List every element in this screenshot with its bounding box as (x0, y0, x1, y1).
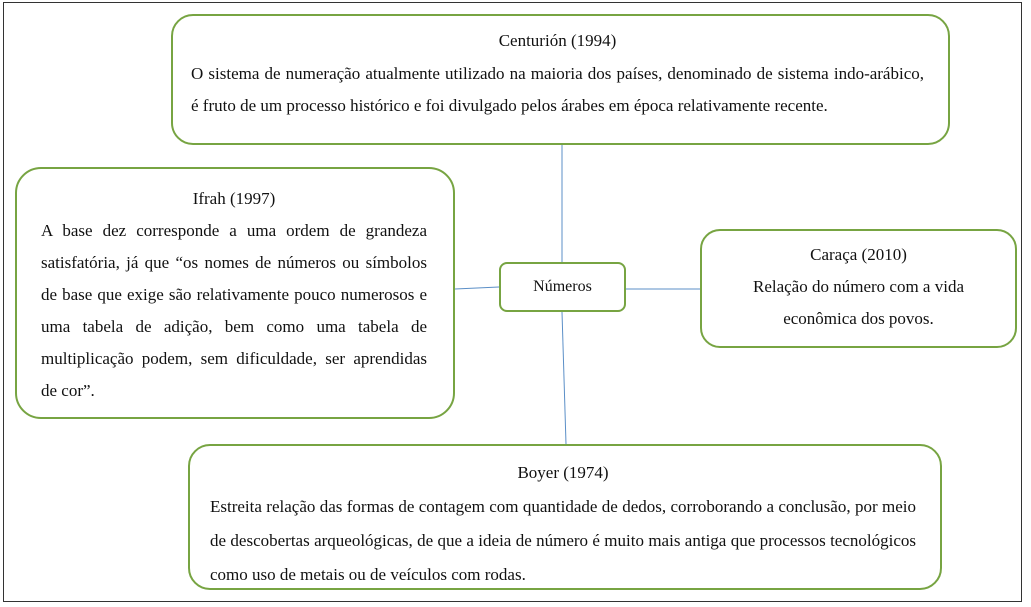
node-caraca-title: Caraça (2010) (810, 245, 907, 264)
node-caraca (700, 229, 1017, 348)
node-caraca-text: Relação do número com a vida econômica dos povos. (752, 277, 964, 328)
node-center-numeros (499, 262, 626, 312)
connector-to-boyer (562, 312, 566, 444)
node-centurion-title: Centurión (1994) (498, 31, 617, 50)
node-boyer (188, 444, 942, 590)
node-ifrah-text: A base dez corresponde a uma ordem de grandeza satisfatória, já que “os nomes de números ou símbolos de base que exige são relativamente pouco numerosos e uma tabela de adição, bem como uma tabela de multiplicação podem, sem dificuldade, ser aprendidas de cor”. (41, 221, 427, 400)
node-boyer-title: Boyer (1974) (517, 463, 609, 482)
node-center-label: Números (533, 278, 592, 295)
node-ifrah-title: Ifrah (1997) (192, 189, 276, 208)
node-boyer-text: Estreita relação das formas de contagem com quantidade de dedos, corroborando a conclusão, por meio de descobertas arqueológicas, de que a ideia de número é muito mais antiga que processos tecnológicos como uso de metais ou de veículos com rodas. (210, 497, 916, 584)
connector-to-ifrah (455, 287, 499, 289)
node-centurion-text: O sistema de numeração atualmente utilizado na maioria dos países, denominado de sistema indo-arábico, é fruto de um processo histórico e foi divulgado pelos árabes em época relativamente recente. (191, 64, 924, 115)
node-ifrah (15, 167, 455, 419)
node-centurion (171, 14, 950, 145)
